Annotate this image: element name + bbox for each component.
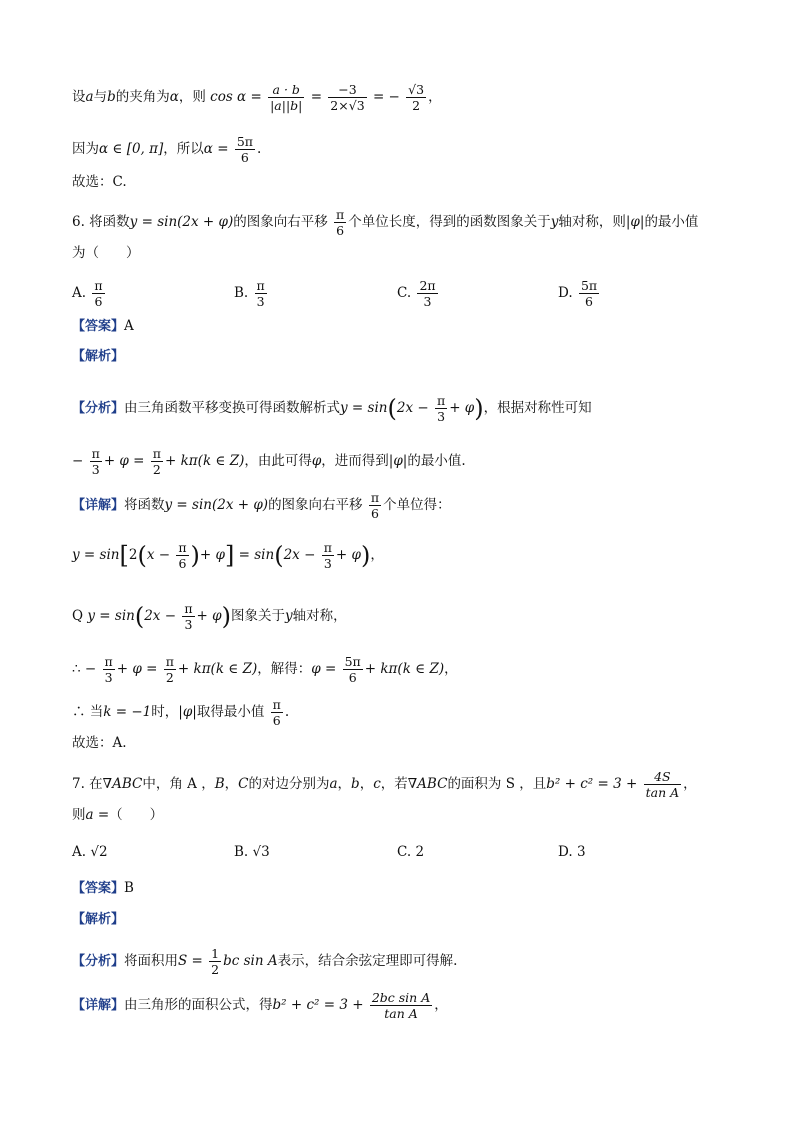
q5-choice: 故选：C.: [72, 174, 127, 190]
q6-option-d: D. $\frac{5\pi}{6}$: [558, 278, 598, 309]
fraction: $\frac{2\pi}{3}$: [419, 278, 436, 309]
q7-analysis: 【分析】将面积用S = $\frac{1}{2}$ bc sin A表示，结合余弦定理即可得解.: [72, 946, 458, 977]
fraction: $\frac{5\pi}{6}$: [580, 278, 598, 309]
q6-option-b: B. $\frac{\pi}{3}$: [234, 278, 265, 309]
fraction: $\frac{\pi}{6}$: [370, 490, 380, 521]
q7-stem: 7. 在∇ABC中，角 A ，B，C的对边分别为a，b，c，若∇ABC的面积为 S ，且b² + c² = 3 + $\frac{4S}{\text{tan A}}$ ，: [72, 769, 697, 800]
fraction: $\frac{\text{2bc sin A}}{\text{tan A}}$: [371, 990, 431, 1021]
fraction: $\frac{\pi}{3}$: [104, 654, 113, 685]
q6-analysis-line2: − $\frac{\pi}{3}$ + φ = $\frac{\pi}{2}$ + kπ(k ∈ Z)，由此可得φ，进而得到|φ|的最小值.: [72, 446, 466, 477]
fraction: $\frac{5\pi}{6}$: [344, 654, 361, 685]
q6-answer: 【答案】A: [72, 318, 134, 334]
fraction: $\frac{√3}{2}$: [408, 82, 425, 113]
fraction: $\frac{1}{2}$: [211, 946, 220, 977]
q6-jiexi-heading: 【解析】: [72, 349, 125, 364]
fraction: $\frac{5\pi}{6}$: [236, 134, 253, 165]
fraction: $\frac{\pi}{3}$: [91, 446, 100, 477]
q7-option-d: D. 3: [558, 844, 586, 860]
fraction: $\frac{4S}{\text{tan A}}$: [645, 769, 680, 800]
q7-option-a: A. √2: [72, 844, 108, 860]
fraction: $\frac{\pi}{2}$: [152, 446, 162, 477]
fraction: $\frac{\pi}{6}$: [272, 697, 281, 728]
fraction: $\frac{-3}{2\times√3}$: [330, 82, 365, 113]
q6-analysis: 【分析】由三角函数平移变换可得函数解析式y = sin(2x − $\frac{\pi}{3}$ + φ)，根据对称性可知: [72, 393, 592, 424]
q6-stem-line2: 为（ ）: [72, 245, 140, 261]
q6-equation-4: ∴ 当k = −1时，|φ|取得最小值 $\frac{\pi}{6}$ .: [72, 697, 290, 728]
q6-option-a: A. $\frac{\pi}{6}$: [72, 278, 103, 309]
q6-equation-3: ∴ − $\frac{\pi}{3}$ + φ = $\frac{\pi}{2}$ + kπ(k ∈ Z)，解得：φ = $\frac{5\pi}{6}$ + kπ(k ∈ Z)，: [72, 654, 458, 685]
fraction: $\frac{\pi}{6}$: [336, 207, 345, 238]
q6-choice: 故选：A.: [72, 735, 127, 751]
q6-detail: 【详解】将函数y = sin(2x + φ)的图象向右平移 $\frac{\pi}{6}$ 个单位得：: [72, 490, 451, 521]
fraction: $\frac{\pi}{3}$: [256, 278, 265, 309]
q7-option-c: C. 2: [397, 844, 425, 860]
fraction: $\frac{\pi}{3}$: [436, 393, 446, 424]
q7-jiexi-heading: 【解析】: [72, 912, 125, 927]
q6-stem: 6. 将函数y = sin(2x + φ)的图象向右平移 $\frac{\pi}{6}$ 个单位长度，得到的函数图象关于y轴对称，则|φ|的最小值: [72, 207, 699, 238]
q6-equation-2: Q y = sin(2x − $\frac{\pi}{3}$ + φ)图象关于y轴对称，: [72, 601, 347, 632]
q7-detail: 【详解】由三角形的面积公式，得b² + c² = 3 + $\frac{\text{2bc sin A}}{\text{tan A}}$ ，: [72, 990, 448, 1021]
q7-answer: 【答案】B: [72, 880, 134, 896]
fraction: $\frac{\pi}{3}$: [184, 601, 193, 632]
q6-equation-1: y = sin[2(x − $\frac{\pi}{6}$ )+ φ] = sin(2x − $\frac{\pi}{3}$ + φ)，: [72, 540, 384, 571]
fraction: $\frac{\pi}{6}$: [178, 540, 187, 571]
q5-line-range: 因为α ∈ [0, π]，所以α = $\frac{5\pi}{6}$ .: [72, 134, 262, 165]
fraction: $\frac{a \cdot b}{|a||b|}$: [270, 82, 303, 113]
q7-stem-line2: 则a =（ ）: [72, 807, 164, 823]
fraction: $\frac{\pi}{2}$: [165, 654, 174, 685]
q6-option-c: C. $\frac{2\pi}{3}$: [397, 278, 436, 309]
q5-line-cos: 设a与b的夹角为α，则 cos α = $\frac{a \cdot b}{|a||b|}$ = $\frac{-3}{2\times√3}$ = − $\frac{√3}{2}$ ，: [72, 82, 442, 113]
fraction: $\frac{\pi}{6}$: [94, 278, 103, 309]
fraction: $\frac{\pi}{3}$: [323, 540, 332, 571]
q7-option-b: B. √3: [234, 844, 270, 860]
